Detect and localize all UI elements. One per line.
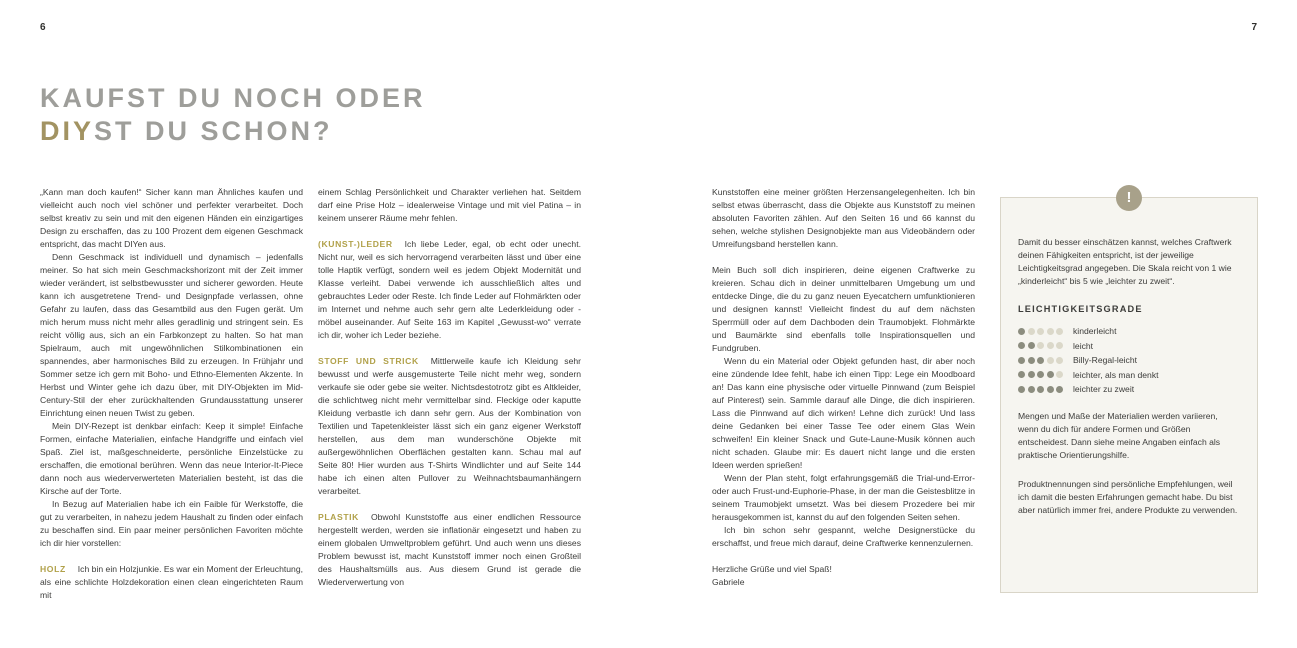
difficulty-sidebar <box>1000 189 1258 593</box>
section-paragraph: PLASTIK Obwohl Kunststoffe aus einer endlichen Ressource hergestellt werden, werden sie inflationär eingesetzt und haben zu einem globalen Umweltproblem geführt. Und auch wenn uns dieses Problem bewusst ist, macht Kunststoff immer noch einen Großteil des Haushaltsmülls aus. Aus diesem Grund ist gerade die Wiederverwertung von <box>318 512 581 587</box>
section-paragraph: HOLZ Ich bin ein Holzjunkie. Es war ein Moment der Erleuchtung, als eine schlichte Holzdekoration einen clean eingerichteten Raum mit <box>40 564 303 600</box>
sidebar-note-materials: Mengen und Maße der Materialien werden variieren, wenn du dich für andere Formen und Größen entscheidest. Dann siehe meine Angaben einfach als praktische Orientierungshilfe. <box>1018 411 1221 460</box>
paragraph: Wenn du ein Material oder Objekt gefunden hast, dir aber noch eine zündende Idee fehlt, habe ich einen Tipp: Lege ein Moodboard an! Das kann eine physische oder virtuelle Pinnwand (zum Beispiel auf Pinterest) sein. Sammle darauf alle Dinge, die dich inspirieren. Lass die Pinnwand auf dich wirken! Lehne dich zurück! Und lass deine Gedanken bei einer Tasse Tee oder einem Glas Wein schweifen! Ein kleiner Snack und Gute-Laune-Musik können auch nicht schaden. Glaube mir: Es dauert nicht lange und die ersten Ideen werden sprießen! <box>712 356 975 470</box>
difficulty-label: leichter, als man denkt <box>1073 369 1159 380</box>
difficulty-label: leichter zu zweit <box>1073 384 1135 394</box>
difficulty-levels <box>1018 326 1240 394</box>
dot-empty-icon <box>1028 328 1035 335</box>
dot-empty-icon <box>1047 328 1054 335</box>
section-paragraph: (KUNST-)LEDER Ich liebe Leder, egal, ob echt oder unecht. Nicht nur, weil es sich hervorragend verarbeiten lässt und über eine tolle Haptik verfügt, sondern weil es jedem Objekt Modernität und Klasse verleiht. Dabei verwende ich ausschließlich altes und gebrauchtes Leder oder Reste. Ich finde Leder auf Flohmärkten oder im Internet und nehme auch sehr gern alte Lederkleidung oder -möbel auseinander. Auf Seite 163 im Kapitel „Gewusst-wo“ verrate ich dir, woher ich Leder beziehe. <box>318 239 581 340</box>
dot-filled-icon <box>1018 371 1025 378</box>
dot-filled-icon <box>1028 357 1035 364</box>
text-column-3 <box>712 186 975 589</box>
section-heading: (KUNST-)LEDER <box>318 239 393 249</box>
dot-empty-icon <box>1047 342 1054 349</box>
paragraph: Mein Buch soll dich inspirieren, deine eigenen Craftwerke zu kreieren. Schau dich in deiner unmittelbaren Umgebung um und entdecke Dinge, die du zu ganz neuen Eyecatchern umfunktionieren und designen kannst! Vielleicht findest du auf dem nächsten Sperrmüll oder auf dem Dachboden dein Traumobjekt. Flohmärkte und Baumärkte sind ebenfalls tolle Inspirationsquellen und Fundgruben. <box>712 265 975 353</box>
paragraph: Kunststoffen eine meiner größten Herzensangelegenheiten. Ich bin selbst etwas überrascht, dass die Objekte aus Kunststoff zu meinen absoluten Favoriten zählen. Auf den Seiten 16 und 66 kannst du sehen, welche stylishen Designobjekte man aus Videobändern oder Umreifungsband herstellen kann. <box>712 187 975 249</box>
difficulty-label: Billy-Regal-leicht <box>1073 355 1137 365</box>
page-title <box>40 82 426 148</box>
sidebar-intro: Damit du besser einschätzen kannst, welches Craftwerk deinen Fähigkeiten entspricht, ist der jeweilige Leichtigkeitsgrad angegeben. Die Skala reicht von 1 wie „kinderleicht“ bis 5 wie „leichter zu zweit“. <box>1018 237 1232 286</box>
page-number-right: 7 <box>1251 22 1257 33</box>
difficulty-level-row <box>1018 341 1240 351</box>
paragraph: Ich bin schon sehr gespannt, welche Designerstücke du erschaffst, und freue mich darauf, deine Craftwerke kennenzulernen. <box>712 525 975 548</box>
dot-empty-icon <box>1056 357 1063 364</box>
difficulty-level-row <box>1018 326 1240 336</box>
difficulty-label: leicht <box>1073 340 1094 351</box>
dot-empty-icon <box>1056 342 1063 349</box>
difficulty-dots <box>1018 371 1063 378</box>
difficulty-label: kinderleicht <box>1073 326 1117 336</box>
paragraph: Mein DIY-Rezept ist denkbar einfach: Keep it simple! Einfache Formen, einfache Materialien, einfache Handgriffe und einfach viel Spaß. Ziel ist, maßgeschneiderte, persönliche Einzelstücke zu erschaffen, die emotional berühren. Wenn das neue Interior-It-Piece dann noch aus wiederverwerteten Materialien besteht, ist das die Kirsche auf der Torte. <box>40 421 303 496</box>
dot-filled-icon <box>1037 371 1044 378</box>
dot-empty-icon <box>1047 357 1054 364</box>
text-column-1 <box>40 186 303 602</box>
dot-filled-icon <box>1018 342 1025 349</box>
page-title-line2-rest: ST DU SCHON? <box>94 116 333 146</box>
dot-filled-icon <box>1028 342 1035 349</box>
paragraph: einem Schlag Persönlichkeit und Charakter verliehen hat. Seitdem darf eine Prise Holz – idealerweise Vintage und mit viel Patina – in keinem unserer Räume mehr fehlen. <box>318 187 581 223</box>
difficulty-dots <box>1018 342 1063 349</box>
dot-filled-icon <box>1018 328 1025 335</box>
dot-filled-icon <box>1047 371 1054 378</box>
dot-filled-icon <box>1047 386 1054 393</box>
dot-empty-icon <box>1056 371 1063 378</box>
page-title-line1: KAUFST DU NOCH ODER <box>40 83 426 113</box>
sidebar-heading: LEICHTIGKEITSGRADE <box>1018 304 1143 314</box>
difficulty-dots <box>1018 386 1063 393</box>
exclamation-icon: ! <box>1116 185 1142 211</box>
section-heading: HOLZ <box>40 564 66 574</box>
section-paragraph: STOFF UND STRICK Mittlerweile kaufe ich Kleidung sehr bewusst und werfe ausgemusterte Teile nicht mehr weg, sondern verkaufe sie oder gebe sie weiter. Nichtsdestotrotz gibt es Altkleider, die schlichtweg nicht mehr vermittelbar sind. Fleckige oder kaputte Kleidung verbastle ich dann sehr gern. Aus der Kombination von Textilien und Tapetenkleister lässt sich ein ganz eigener Werkstoff herstellen, aus dem man wunderschöne Objekte mit außergewöhnlichen Oberflächen gestalten kann. Schau mal auf Seite 80! Hier wurden aus T-Shirts Windlichter und auf Seite 144 habe ich einen alten Pullover zu Weihnachtsbaumanhängern verarbeitet. <box>318 356 581 496</box>
page-number-left: 6 <box>40 22 46 33</box>
paragraph: Herzliche Grüße und viel Spaß! <box>712 564 832 574</box>
dot-filled-icon <box>1028 371 1035 378</box>
difficulty-level-row <box>1018 370 1240 380</box>
dot-filled-icon <box>1037 386 1044 393</box>
page-title-accent: DIY <box>40 116 95 146</box>
dot-filled-icon <box>1018 357 1025 364</box>
dot-empty-icon <box>1056 328 1063 335</box>
difficulty-level-row <box>1018 384 1240 394</box>
dot-filled-icon <box>1037 357 1044 364</box>
sidebar-note-products: Produktnennungen sind persönliche Empfehlungen, weil ich damit die besten Erfahrungen gemacht habe. Du bist aber natürlich immer frei, andere Produkte zu verwenden. <box>1018 479 1238 515</box>
paragraph: In Bezug auf Materialien habe ich ein Faible für Werkstoffe, die gut zu verarbeiten, in nahezu jedem Haushalt zu finden oder einfach zu beschaffen sind. Ein paar meiner persönlichen Favoriten möchte ich dir hier vorstellen: <box>40 499 303 548</box>
paragraph: Denn Geschmack ist individuell und dynamisch – jedenfalls meiner. So hat sich mein Geschmackshorizont mit der Zeit immer wieder verändert, ist selbstbewusster und sicherer geworden. Heute kann ich ausgetretene Trend- und Designpfade verlassen, ohne Gefahr zu laufen, dass das Gesamtbild aus den Fugen gerät. Um mich herum muss nicht mehr alles geradlinig und stringent sein. Es reicht völlig aus, sich an ein Farbkonzept zu halten. So hat man Spielraum, auch mit ungewöhnlichen Stilkombinationen ein spannendes, aber harmonisches Bild zu erzeugen. In Frühjahr und Sommer setze ich gern mit Boho- und Ethno-Elementen Akzente. In Herbst und Winter gehe ich dazu über, mit DIY-Objekten im Mid-Century-Stil der eher zurückhaltenden Grundausstattung unserer Einrichtung einen neuen Twist zu geben. <box>40 252 303 418</box>
paragraph: „Kann man doch kaufen!“ Sicher kann man Ähnliches kaufen und vielleicht auch noch viel schöner und perfekter verarbeitet. Doch selbst kreativ zu sein und mit den eigenen Händen ein einzigartiges Design zu erschaffen, das zu 100 Prozent dem eigenen Geschmack entspricht, das macht DIYen aus. <box>40 187 303 249</box>
dot-filled-icon <box>1028 386 1035 393</box>
dot-filled-icon <box>1018 386 1025 393</box>
paragraph: Gabriele <box>712 577 745 587</box>
section-heading: STOFF UND STRICK <box>318 356 419 366</box>
difficulty-level-row <box>1018 355 1240 365</box>
dot-empty-icon <box>1037 328 1044 335</box>
paragraph: Wenn der Plan steht, folgt erfahrungsgemäß die Trial-und-Error- oder auch Frust-und-Euphorie-Phase, in der man die Geistesblitze in seinem Traumobjekt umsetzt. Was bei diesem Prozedere bei mir herausgekommen ist, kannst du auf den folgenden Seiten sehen. <box>712 473 975 522</box>
dot-empty-icon <box>1037 342 1044 349</box>
difficulty-dots <box>1018 328 1063 335</box>
difficulty-dots <box>1018 357 1063 364</box>
dot-filled-icon <box>1056 386 1063 393</box>
section-heading: PLASTIK <box>318 512 359 522</box>
text-column-2 <box>318 186 581 589</box>
